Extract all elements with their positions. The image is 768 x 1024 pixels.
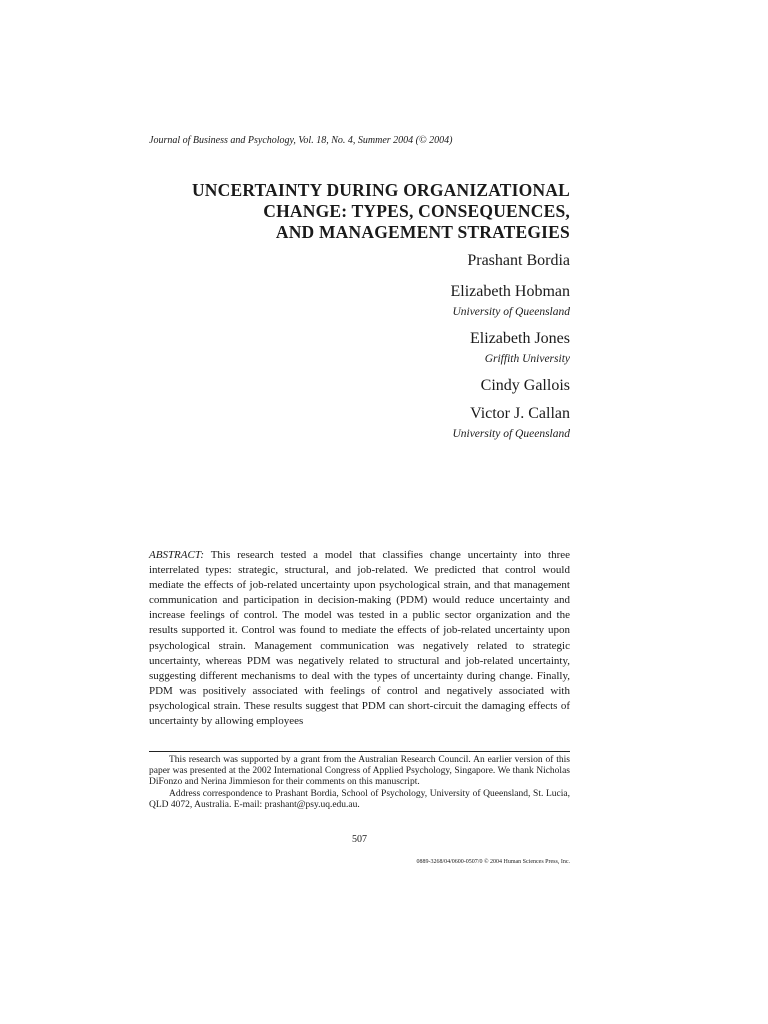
title-line-2: CHANGE: TYPES, CONSEQUENCES, [263,201,570,221]
abstract-label: ABSTRACT: [149,549,205,561]
abstract [149,548,570,729]
acknowledgement-note: This research was supported by a grant from the Australian Research Council. An earlier version of this paper was presented at the 2002 International Congress of Applied Psychology, Singapore. We thank Nicholas DiFonzo and Nerina Jimmieson for their comments on this manuscript. [149,755,570,788]
author-name: Elizabeth Jones [470,330,570,347]
author-affiliation: University of Queensland [452,306,570,318]
abstract-text: This research tested a model that classifies change uncertainty into three interrelated types: strategic, structural, and job-related. We predicted that control would mediate the effects of job-related uncertainty upon psychological strain, and that management communication and participation in decision-making (PDM) would reduce uncertainty and increase feelings of control. The model was tested in a public sector organization and the results supported it. Control was found to mediate the effects of job-related uncertainty upon psychological strain. Management communication was negatively related to strategic uncertainty, whereas PDM was negatively related to structural and job-related uncertainty, suggesting different mechanisms to deal with the types of uncertainty during change. Finally, PDM was positively associated with feelings of control and negatively associated with psychological strain. These results suggest that PDM can short-circuit the damaging effects of uncertainty by allowing employees [149,549,571,728]
footnote-divider [149,751,570,752]
author-name: Cindy Gallois [480,377,570,394]
author-name: Victor J. Callan [470,405,570,422]
footnotes [149,755,570,811]
title-line-3: AND MANAGEMENT STRATEGIES [275,222,570,242]
author-name: Elizabeth Hobman [450,283,570,300]
paper-title [140,180,570,243]
author-affiliation: Griffith University [484,353,570,365]
author-affiliation: University of Queensland [452,428,570,440]
page-number: 507 [352,834,367,845]
title-line-1: UNCERTAINTY DURING ORGANIZATIONAL [191,180,570,200]
journal-citation: Journal of Business and Psychology, Vol. 18, No. 4, Summer 2004 (© 2004) [149,135,453,146]
author-name: Prashant Bordia [467,252,570,269]
correspondence-note: Address correspondence to Prashant Bordia, School of Psychology, University of Queensland, St. Lucia, QLD 4072, Australia. E-mail: prashant@psy.uq.edu.au. [149,788,570,810]
copyright-line: 0889-3268/04/0600-0507/0 © 2004 Human Sciences Press, Inc. [416,859,570,865]
